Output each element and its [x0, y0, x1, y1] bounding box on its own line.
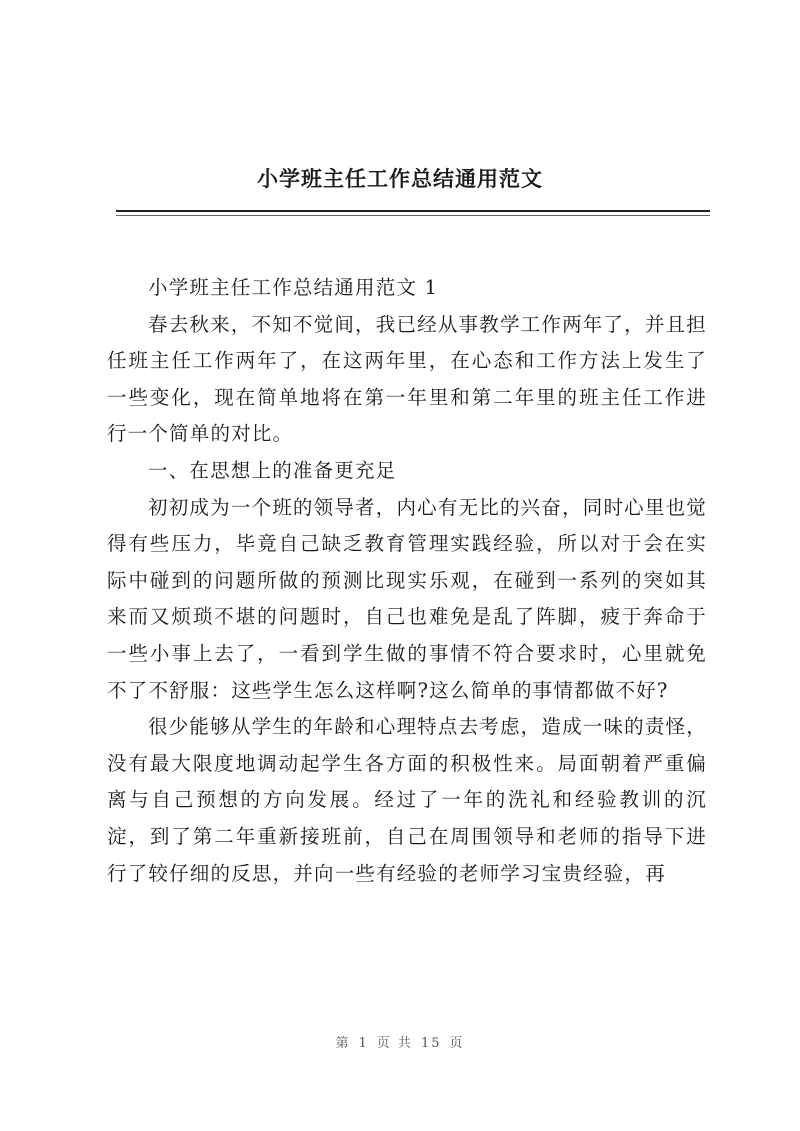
section-heading: 小学班主任工作总结通用范文 1 — [148, 276, 439, 299]
document-body — [107, 270, 707, 892]
footer-prefix: 第 — [335, 1036, 351, 1051]
current-page-number: 1 — [358, 1036, 369, 1051]
title-divider — [116, 210, 710, 212]
total-pages-number: 15 — [420, 1036, 442, 1051]
subsection-heading: 一、在思想上的准备更充足 — [148, 458, 397, 482]
title-divider-thin — [116, 215, 710, 216]
paragraph: 初初成为一个班的领导者，内心有无比的兴奋，同时心里也觉得有些压力，毕竟自己缺乏教育管理实践经验，所以对于会在实际中碰到的问题所做的预测比现实乐观，在碰到一系列的突如其来而又烦琐不堪的问题时，自己也难免是乱了阵脚，疲于奔命于一些小事上去了，一看到学生做的事情不符合要求时，心里就免不了不舒服：这些学生怎么这样啊?这么简单的事情都做不好? — [107, 495, 707, 702]
page-footer — [0, 1032, 800, 1051]
footer-mid: 页 共 — [376, 1036, 413, 1051]
paragraph: 春去秋来，不知不觉间，我已经从事教学工作两年了，并且担任班主任工作两年了，在这两年里，在心态和工作方法上发生了一些变化，现在简单地将在第一年里和第二年里的班主任工作进行一个简单的对比。 — [107, 312, 707, 446]
document-title: 小学班主任工作总结通用范文 — [257, 166, 543, 191]
footer-suffix: 页 — [449, 1036, 465, 1051]
paragraph: 很少能够从学生的年龄和心理特点去考虑，造成一味的责怪，没有最大限度地调动起学生各方面的积极性来。局面朝着严重偏离与自己预想的方向发展。经过了一年的洗礼和经验教训的沉淀，到了第二年重新接班前，自己在周围领导和老师的指导下进行了较仔细的反思，并向一些有经验的老师学习宝贵经验，再 — [107, 715, 707, 885]
